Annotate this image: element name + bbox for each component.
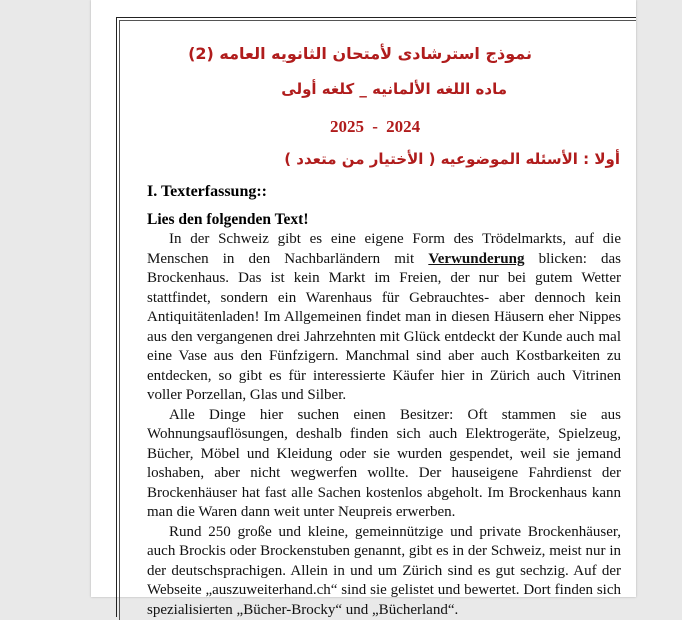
subject-title: ماده اللغه الألمانيه _ كلغه أولى <box>281 80 507 98</box>
section-title: أولا : الأسئله الموضوعيه ( الأختيار من متعدد ) <box>284 150 620 168</box>
exercise-heading: I. Texterfassung:: <box>147 183 267 201</box>
exercise-instruction: Lies den folgenden Text! <box>147 211 308 229</box>
exam-title: نموذج استرشادى لأمتحان الثانويه العامه (2) <box>188 44 532 63</box>
paragraph-2: Alle Dinge hier suchen einen Besitzer: Oft stammen sie aus Wohnungsauflösungen, deshalb finden sich auch Elektrogeräte, Spielzeug, Bücher, Möbel und Kleidung oder sie wurden gespendet, weil sie jemand loshaben, aber nicht wegwerfen wollte. Der hauseigene Fahrdienst der Brockenhäuser hat fast alle Sachen kostenlos abgeholt. Im Brockenhaus kann man die Waren dann weit unter Neupreis erwerben. <box>147 406 621 523</box>
underlined-word: Verwunderung <box>428 251 524 267</box>
reading-passage <box>147 230 621 620</box>
paragraph-3: Rund 250 große und kleine, gemeinnützige und private Brockenhäuser, auch Brockis oder Brockenstuben genannt, gibt es in der Schweiz, meist nur in der deutschsprachigen. Allein in und um Zürich sind es gut sechzig. Auf der Webseite „auszuweiterhand.ch“ sind sie gelistet und bewertet. Dort finden sich spezialisierten „Bücher-Brocky“ und „Bücherland“. <box>147 523 621 620</box>
paragraph-1: In der Schweiz gibt es eine eigene Form des Trödelmarkts, auf die Menschen in den Nachbarländern mit Verwunderung blicken: das Brockenhaus. Das ist kein Markt im Freien, der nur bei gutem Wetter stattfindet, sondern ein Warenhaus für Gebrauchtes- aber dennoch kein Antiquitätenladen! Im Allgemeinen findet man in diesen Häusern eher Nippes aus den vergangenen drei Jahrzehnten mit Glück entdeckt der Kunde auch mal eine Vase aus den Fünfzigern. Manchmal sind aber auch Kostbarkeiten zu entdecken, so gibt es für interessierte Käufer hier in Zürich auch Vitrinen voller Porzellan, Glas und Silber. <box>147 230 621 406</box>
school-year: 2025 - 2024 <box>330 117 420 137</box>
